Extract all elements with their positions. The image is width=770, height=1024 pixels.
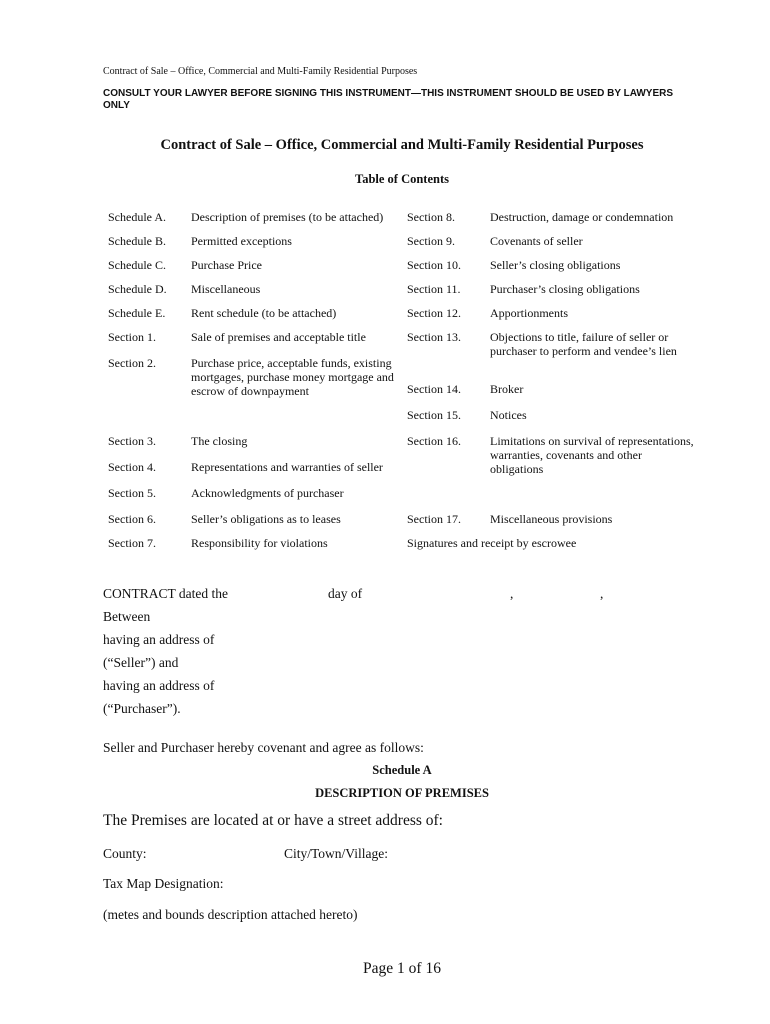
toc-entry-number: Section 17. [407, 512, 461, 526]
toc-entry-number: Section 13. [407, 330, 461, 344]
tax-map-label: Tax Map Designation: [103, 876, 224, 891]
toc-entry-title: Covenants of seller [490, 234, 583, 248]
toc-entry-number: Section 7. [108, 536, 156, 550]
between-label: Between [103, 609, 151, 624]
toc-entry-title: Purchase price, acceptable funds, existing mortgages, purchase money mortgage and escrow of downpayment [191, 356, 394, 398]
lawyer-warning: CONSULT YOUR LAWYER BEFORE SIGNING THIS INSTRUMENT—THIS INSTRUMENT SHOULD BE USED BY LAWYERS ONLY [103, 88, 674, 111]
toc-heading: Table of Contents [355, 172, 449, 186]
document-title: Contract of Sale – Office, Commercial and Multi-Family Residential Purposes [160, 137, 644, 153]
toc-entry-number: Section 9. [407, 234, 455, 248]
metes-bounds-note: (metes and bounds description attached hereto) [103, 907, 358, 922]
toc-entry-title: Description of premises (to be attached) [191, 210, 384, 224]
toc-entry-number: Section 10. [407, 258, 461, 272]
seller-address-label: having an address of [103, 632, 215, 647]
toc-entry-number: Schedule A. [108, 210, 166, 224]
toc-entry-number: Schedule E. [108, 306, 166, 320]
year-comma: , [600, 586, 604, 601]
toc-entry-number: Schedule C. [108, 258, 166, 272]
toc-entry-title: The closing [191, 434, 248, 448]
toc-entry-number: Schedule B. [108, 234, 166, 248]
toc-entry-number: Section 8. [407, 210, 455, 224]
toc-entry-title: Destruction, damage or condemnation [490, 210, 674, 224]
purchaser-label: (“Purchaser”). [103, 701, 181, 716]
page-number: Page 1 of 16 [363, 960, 441, 977]
toc-entry-title: Rent schedule (to be attached) [191, 306, 337, 320]
toc-entry-title: Limitations on survival of representations, warranties, covenants and other obligations [490, 434, 694, 476]
premises-location-text: The Premises are located at or have a street address of: [103, 812, 443, 829]
toc-entry-number: Section 4. [108, 460, 156, 474]
toc-entry-title: Objections to title, failure of seller or purchaser to perform and vendee’s lien [490, 330, 677, 358]
premises-heading: DESCRIPTION OF PREMISES [315, 786, 489, 800]
contract-dated-label: CONTRACT dated the [103, 586, 228, 601]
toc-entry-title: Responsibility for violations [191, 536, 328, 550]
seller-label: (“Seller”) and [103, 655, 179, 670]
covenant-statement: Seller and Purchaser hereby covenant and agree as follows: [103, 740, 424, 755]
toc-entry-number: Section 2. [108, 356, 156, 370]
toc-entry-title: Broker [490, 382, 524, 396]
toc-entry-number: Section 15. [407, 408, 461, 422]
toc-entry-number: Section 16. [407, 434, 461, 448]
toc-entry-title: Miscellaneous [191, 282, 261, 296]
toc-entry-title: Permitted exceptions [191, 234, 292, 248]
toc-entry-number: Section 11. [407, 282, 461, 296]
toc-entry-number: Section 3. [108, 434, 156, 448]
toc-entry-number: Schedule D. [108, 282, 167, 296]
purchaser-address-label: having an address of [103, 678, 215, 693]
toc-entry-title: Purchase Price [191, 258, 262, 272]
date-comma: , [510, 586, 514, 601]
toc-entry-title: Apportionments [490, 306, 568, 320]
toc-signatures-entry: Signatures and receipt by escrowee [407, 536, 577, 550]
toc-entry-title: Representations and warranties of seller [191, 460, 383, 474]
running-header: Contract of Sale – Office, Commercial and Multi-Family Residential Purposes [103, 66, 418, 77]
toc-entry-title: Seller’s closing obligations [490, 258, 621, 272]
city-town-village-label: City/Town/Village: [284, 846, 388, 861]
schedule-a-label: Schedule A [372, 763, 432, 777]
toc-entry-title: Miscellaneous provisions [490, 512, 613, 526]
toc-entry-title: Purchaser’s closing obligations [490, 282, 640, 296]
county-label: County: [103, 846, 147, 861]
toc-entry-number: Section 14. [407, 382, 461, 396]
toc-entry-number: Section 5. [108, 486, 156, 500]
toc-entry-title: Seller’s obligations as to leases [191, 512, 341, 526]
toc-entry-number: Section 6. [108, 512, 156, 526]
toc-entry-number: Section 12. [407, 306, 461, 320]
toc-entry-title: Sale of premises and acceptable title [191, 330, 366, 344]
toc-entry-number: Section 1. [108, 330, 156, 344]
toc-entry-title: Acknowledgments of purchaser [191, 486, 344, 500]
toc-entry-title: Notices [490, 408, 527, 422]
contract-day-of-label: day of [328, 586, 363, 601]
